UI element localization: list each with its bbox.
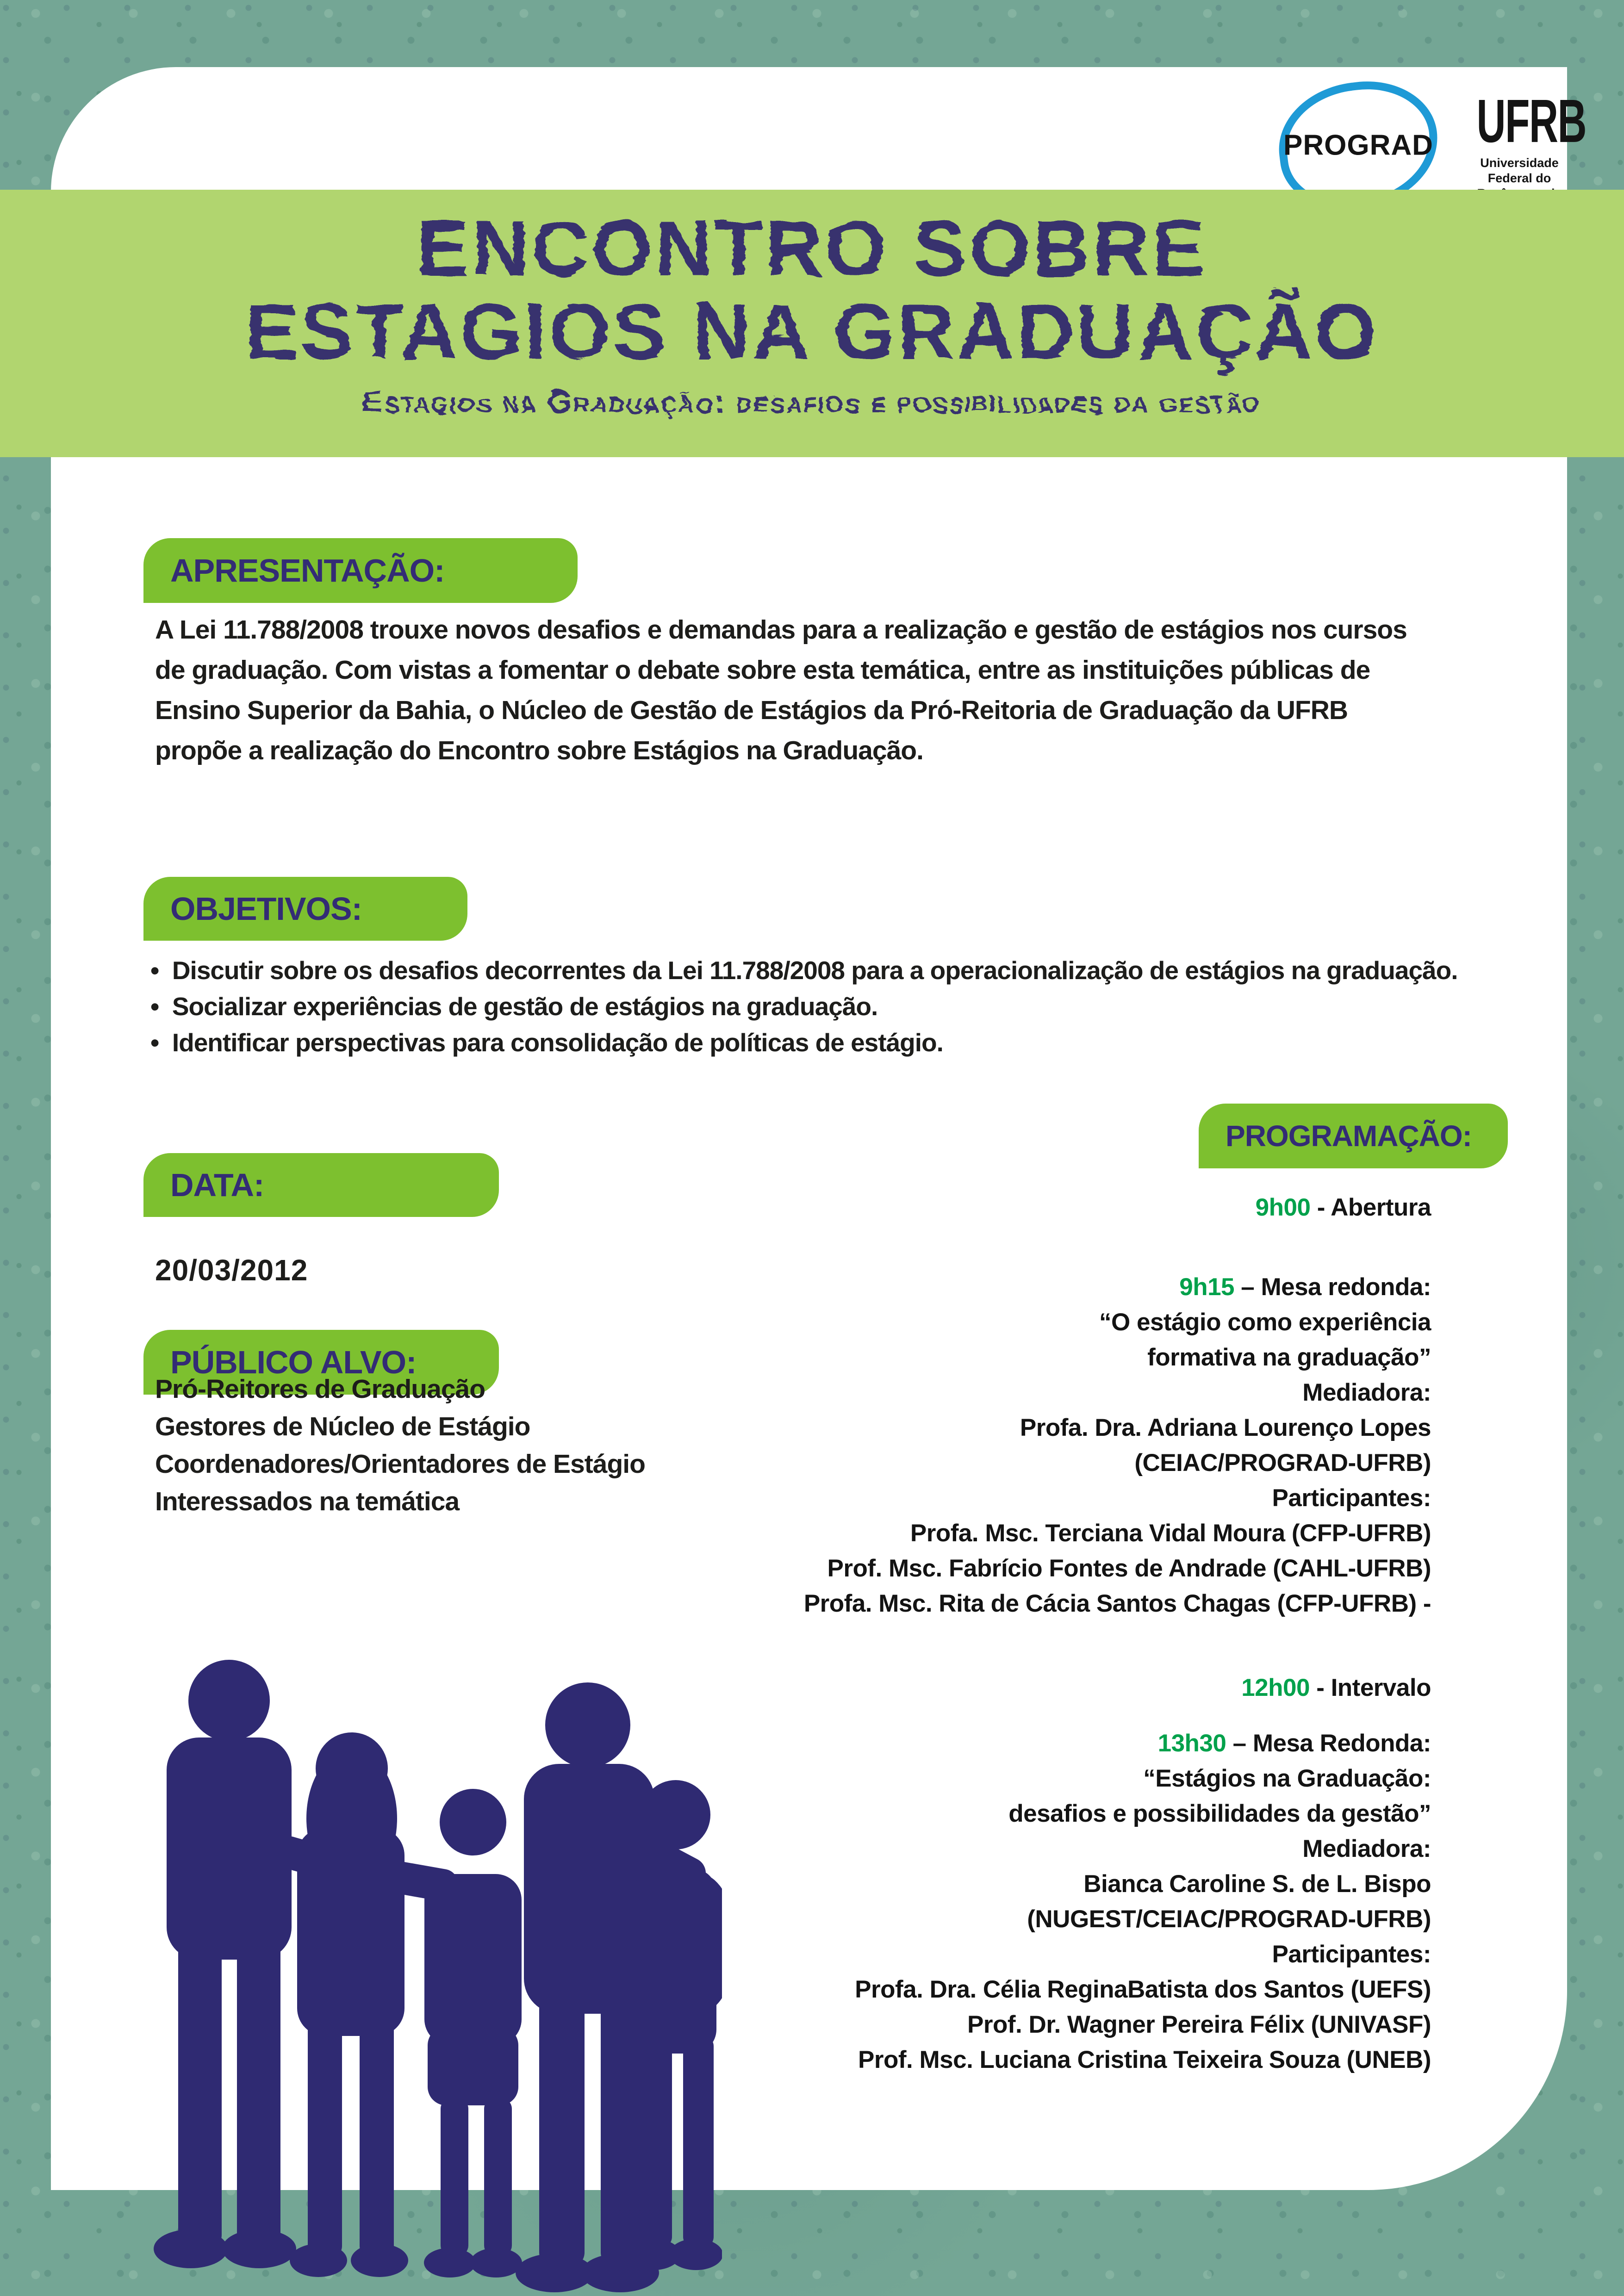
apresentacao-label: APRESENTAÇÃO: [143, 538, 578, 603]
programacao-label: PROGRAMAÇÃO: [1199, 1104, 1508, 1168]
schedule-line: Profa. Msc. Rita de Cácia Santos Chagas (CFP-UFRB) - [803, 1590, 1431, 1617]
publico-alvo-item: Coordenadores/Orientadores de Estágio [155, 1449, 645, 1479]
publico-alvo-item: Interessados na temática [155, 1487, 460, 1516]
schedule-line: (CEIAC/PROGRAD-UFRB) [1134, 1449, 1431, 1477]
schedule-line: Profa. Dra. Adriana Lourenço Lopes [1020, 1414, 1431, 1441]
schedule-line: Mediadora: [1302, 1835, 1431, 1862]
schedule-time: 12h00 [1241, 1674, 1310, 1701]
students-silhouette-image [74, 1647, 722, 2295]
schedule-line: “Estágios na Graduação: [1143, 1765, 1431, 1792]
schedule-block [740, 1270, 1431, 1621]
schedule-line: Prof. Msc. Luciana Cristina Teixeira Souza (UNEB) [858, 2046, 1431, 2073]
schedule-line: Profa. Msc. Terciana Vidal Moura (CFP-UFRB) [910, 1520, 1431, 1547]
schedule-time: 9h00 [1255, 1194, 1311, 1221]
publico-alvo-item: Pró-Reitores de Graduação [155, 1374, 485, 1404]
schedule-time: 13h30 [1157, 1730, 1226, 1757]
schedule-line: “O estágio como experiência [1099, 1309, 1431, 1336]
apresentacao-text: A Lei 11.788/2008 trouxe novos desafios e demandas para a realização e gestão de estágios nos cursos de graduação. Com vistas a fomentar o debate sobre esta temática, entre as instituições públicas de Ensino Superior da Bahia, o Núcleo de Gestão de Estágios da Pró-Reitoria de Graduação da UFRB propõe a realização do Encontro sobre Estágios na Graduação. [155, 615, 1407, 765]
schedule-line: 13h30 – Mesa Redonda: [1157, 1730, 1431, 1757]
schedule-line: Prof. Msc. Fabrício Fontes de Andrade (CAHL-UFRB) [827, 1555, 1431, 1582]
schedule-block [740, 1726, 1431, 2078]
event-title-line1: ENCONTRO SOBRE [417, 205, 1207, 292]
data-label: DATA: [143, 1153, 499, 1217]
schedule-line: desafios e possibilidades da gestão” [1008, 1800, 1431, 1827]
prograd-wordmark: PROGRAD [1283, 129, 1433, 161]
ufrb-acronym: UFRB [1476, 87, 1587, 155]
schedule-line: Mediadora: [1302, 1379, 1431, 1406]
schedule-time: 9h15 [1179, 1273, 1235, 1301]
schedule-line: Bianca Caroline S. de L. Bispo [1083, 1870, 1431, 1898]
schedule-line: 12h00 - Intervalo [1241, 1674, 1431, 1701]
publico-alvo-item: Gestores de Núcleo de Estágio [155, 1412, 530, 1441]
schedule-line: Participantes: [1272, 1484, 1431, 1512]
objetivos-label: OBJETIVOS: [143, 877, 467, 941]
schedule-line: formativa na graduação” [1147, 1344, 1431, 1371]
ufrb-name-line1: Universidade Federal do [1480, 156, 1559, 185]
schedule-block [740, 1670, 1431, 1706]
schedule-line: Profa. Dra. Célia ReginaBatista dos Santos (UEFS) [855, 1976, 1431, 2003]
schedule-line: Participantes: [1272, 1941, 1431, 1968]
event-date: 20/03/2012 [155, 1253, 308, 1287]
objetivos-list [150, 952, 1465, 1061]
schedule-block [740, 1190, 1431, 1225]
event-subtitle: Estagios na Graduação: desafios e possibilidades da gestão [362, 385, 1262, 420]
schedule-line: 9h15 – Mesa redonda: [1179, 1273, 1431, 1301]
schedule-line: Prof. Dr. Wagner Pereira Félix (UNIVASF) [967, 2011, 1431, 2038]
objetivo-item: • Identificar perspectivas para consolidação de políticas de estágio. [150, 1024, 1465, 1061]
schedule [740, 1190, 1431, 2078]
schedule-line: 9h00 - Abertura [1255, 1194, 1431, 1221]
schedule-line: (NUGEST/CEIAC/PROGRAD-UFRB) [1027, 1905, 1431, 1933]
event-title-line2: ESTAGIOS NA GRADUAÇÃO [245, 288, 1379, 376]
title-banner [0, 190, 1624, 457]
publico-alvo-list [155, 1371, 645, 1520]
objetivo-item: • Socializar experiências de gestão de estágios na graduação. [150, 988, 1465, 1024]
objetivo-item: • Discutir sobre os desafios decorrentes da Lei 11.788/2008 para a operacionalização de estágios na graduação. [150, 952, 1465, 988]
publico-alvo-label: PÚBLICO ALVO: [143, 1330, 499, 1395]
